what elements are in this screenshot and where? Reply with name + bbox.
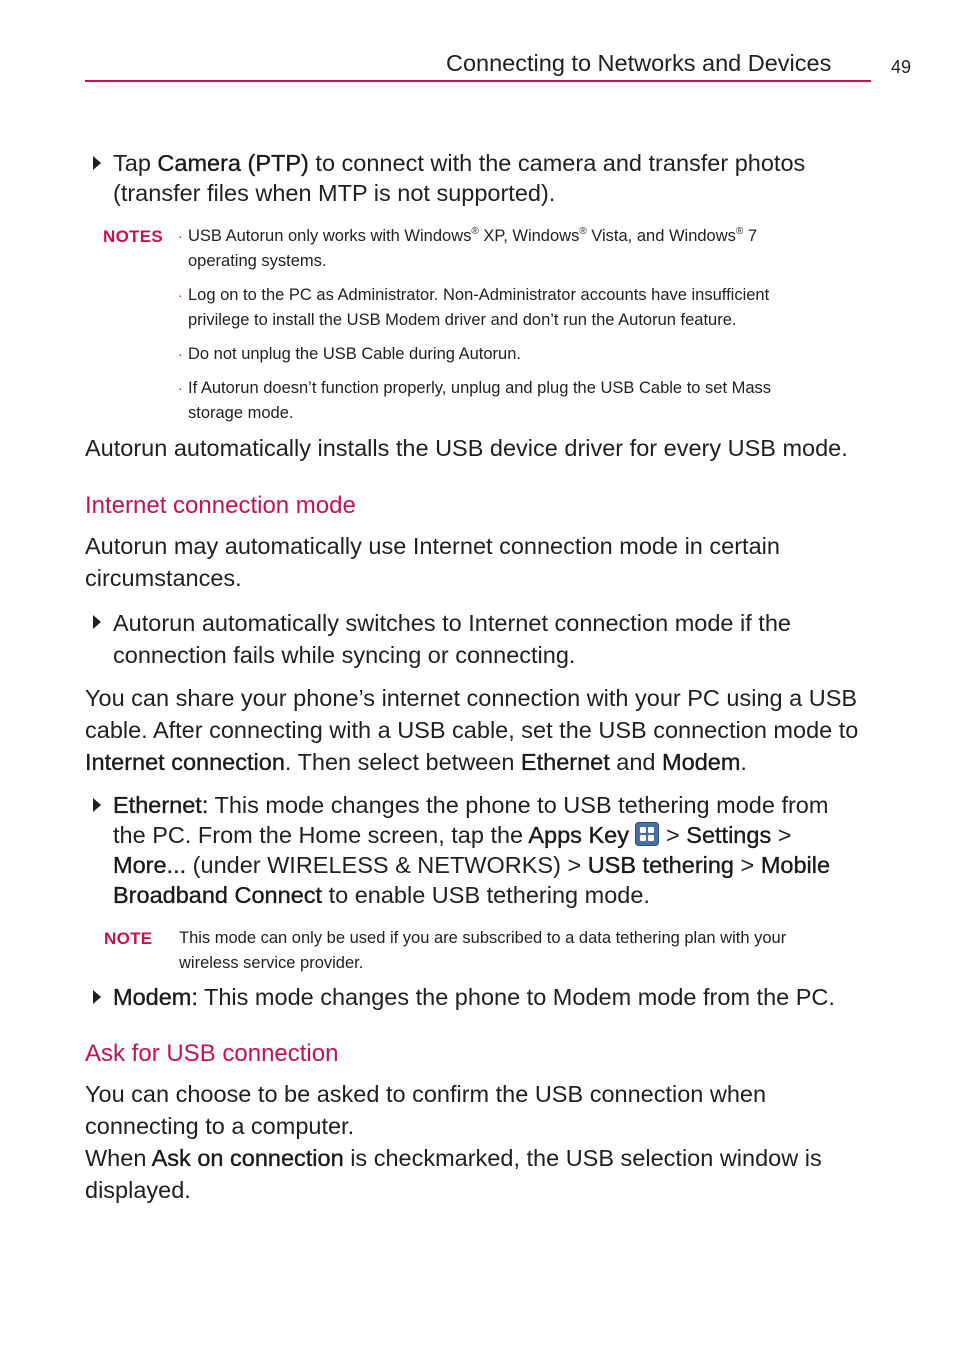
share-paragraph: You can share your phone’s internet connection with your PC using a USB cable. After connecting with a USB cable, set the USB connection mode to Internet connection. Then select between Ethernet and Modem. [85,685,859,775]
section-heading-usb: Ask for USB connection [85,1040,339,1067]
tethering-note: This mode can only be used if you are subscribed to a data tethering plan with your wireless service provider. [179,929,787,972]
autorun-switch-bullet: Autorun automatically switches to Internet connection mode if the connection fails while syncing or connecting. [85,607,865,671]
autorun-paragraph: Autorun automatically installs the USB device driver for every USB mode. [85,435,848,461]
ethernet-bullet: Ethernet: This mode changes the phone to USB tethering mode from the PC. From the Home screen, tap the Apps Key > Settings > More... (under WIRELESS & NETWORKS) > USB tethering > Mobile Broadband Connect to enable USB tethering mode. [85,790,865,910]
note-bullet-dot: · [178,380,183,396]
note-bullet-dot: · [178,346,183,362]
note-item: · If Autorun doesn’t function properly, unplug and plug the USB Cable to set Mass storage mode. [180,376,820,426]
note-item: · Log on to the PC as Administrator. Non-Administrator accounts have insufficient privilege to install the USB Modem driver and don’t run the Autorun feature. [180,283,820,333]
note-label: NOTE [104,929,153,948]
page-header-title: Connecting to Networks and Devices [446,50,832,76]
internet-intro-paragraph: Autorun may automatically use Internet connection mode in certain circumstances. [85,533,780,591]
bullet-arrow-icon [93,990,101,1004]
bullet-arrow-icon [93,798,101,812]
note-item: · Do not unplug the USB Cable during Autorun. [180,342,820,367]
note-item: · USB Autorun only works with Windows® XP, Windows® Vista, and Windows® 7 operating systems. [178,226,758,270]
modem-bullet: Modem: This mode changes the phone to Modem mode from the PC. [85,982,885,1012]
section-heading-internet: Internet connection mode [85,492,356,519]
usb-paragraph: You can choose to be asked to confirm the USB connection when connecting to a computer. When Ask on connection is checkmarked, the USB selection window is displayed. [85,1081,822,1203]
bullet-arrow-icon [93,156,101,170]
camera-bullet: Tap Camera (PTP) to connect with the camera and transfer photos (transfer files when MTP is not supported). [85,148,865,208]
page-number: 49 [891,57,912,77]
apps-key-icon [635,822,659,846]
notes-label: NOTES [103,227,164,246]
bullet-arrow-icon [93,615,101,629]
note-bullet-dot: · [178,287,183,303]
note-bullet-dot: · [178,228,183,244]
header-divider [85,80,871,82]
